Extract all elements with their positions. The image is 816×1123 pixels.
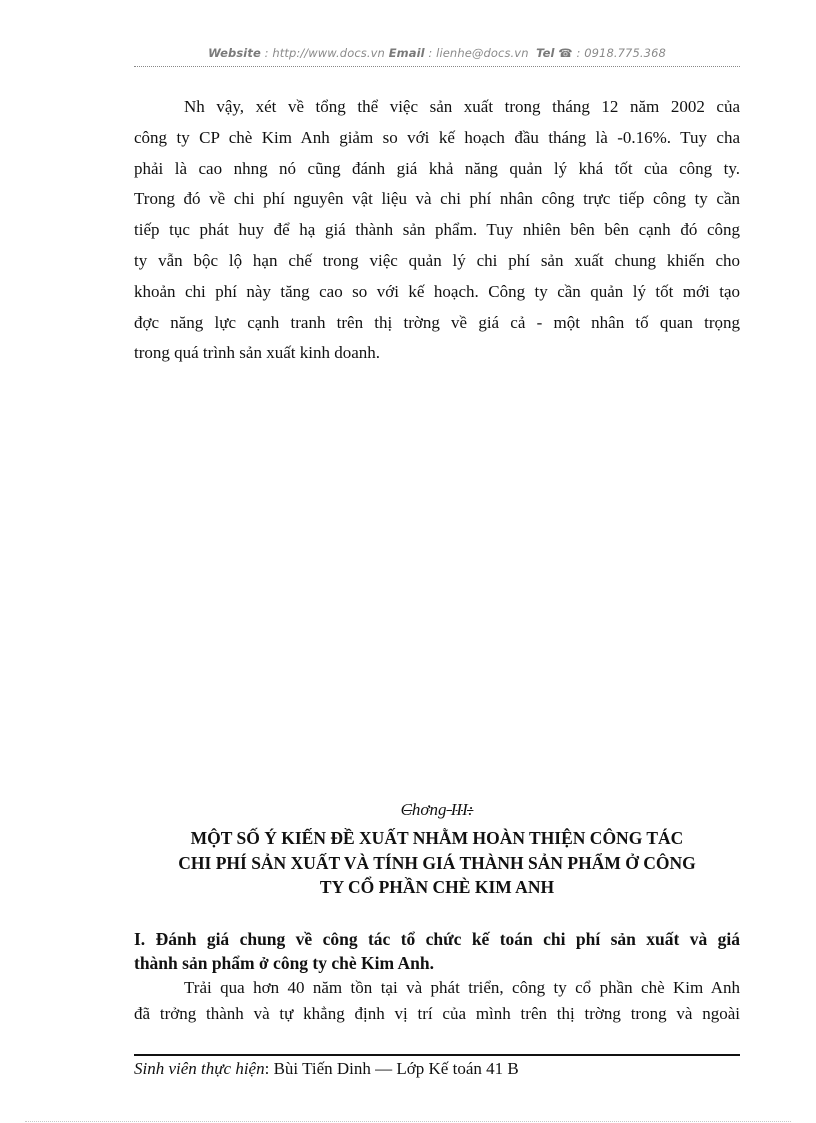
page-header xyxy=(134,46,740,66)
website-url: http://www.docs.vn xyxy=(272,46,385,60)
paragraph-line: phải là cao nhng nó cũng đánh giá khả năng quản lý khá tốt của công ty. xyxy=(134,158,740,178)
paragraph-line: Trong đó về chi phí nguyên vật liệu và chi phí nhân công trực tiếp công ty cần xyxy=(134,189,740,209)
student-label: Sinh viên thực hiện xyxy=(134,1059,265,1078)
email-label: Email xyxy=(388,46,425,60)
footer-dash: — xyxy=(370,1059,397,1078)
chapter-title xyxy=(134,826,740,900)
page-footer xyxy=(134,1058,519,1080)
footer-divider xyxy=(134,1054,740,1056)
class-info: Lớp Kế toán 41 B xyxy=(396,1059,519,1078)
section-heading xyxy=(134,927,740,975)
paragraph-line: đã trởng thành và tự khẳng định vị trí của mình trên thị trờng trong và ngoài xyxy=(134,1004,740,1023)
section-paragraph xyxy=(134,975,740,1027)
header-divider xyxy=(134,66,740,67)
paragraph-line: đợc năng lực cạnh tranh trên thị trờng về giá cả - một nhân tố quan trọng xyxy=(134,312,740,332)
website-separator: : xyxy=(260,46,273,60)
paragraph-line: Trải qua hơn 40 năm tồn tại và phát triển, công ty cổ phần chè Kim Anh xyxy=(184,978,740,997)
email-separator: : xyxy=(424,46,437,60)
footer-separator: : xyxy=(264,1059,274,1078)
chapter-number: Chơng III: xyxy=(400,800,474,819)
paragraph-line: công ty CP chè Kim Anh giảm so với kế hoạch đầu tháng là -0.16%. Tuy cha xyxy=(134,127,740,147)
chapter-label xyxy=(134,799,740,821)
tel-label: Tel xyxy=(536,46,555,60)
conclusion-paragraph xyxy=(134,92,740,369)
section-heading-line: I. Đánh giá chung về công tác tổ chức kế toán chi phí sản xuất và giá xyxy=(134,929,740,949)
chapter-title-line: TY CỔ PHẦN CHÈ KIM ANH xyxy=(319,877,555,897)
phone-icon: ☎ xyxy=(558,46,573,60)
student-name: Bùi Tiến Dinh xyxy=(273,1059,371,1078)
chapter-title-line: MỘT SỐ Ý KIẾN ĐỀ XUẤT NHẰM HOÀN THIỆN CÔNG TÁC xyxy=(190,828,684,848)
paragraph-line: tiếp tục phát huy để hạ giá thành sản phẩm. Tuy nhiên bên bên cạnh đó công xyxy=(134,220,740,240)
tel-value: 0918.775.368 xyxy=(584,46,666,60)
paragraph-line: trong quá trình sản xuất kinh doanh. xyxy=(134,343,380,363)
email-value: lienhe@docs.vn xyxy=(436,46,529,60)
tel-separator: : xyxy=(572,46,585,60)
paragraph-line: ty vẫn bộc lộ hạn chế trong việc quản lý chi phí sản xuất chung khiến cho xyxy=(134,250,740,270)
section-heading-line: thành sản phẩm ở công ty chè Kim Anh. xyxy=(134,953,434,973)
page-bottom-border xyxy=(25,1121,791,1122)
website-label: Website xyxy=(208,46,261,60)
paragraph-line: Nh vậy, xét về tổng thể việc sản xuất trong tháng 12 năm 2002 của xyxy=(184,97,740,116)
chapter-title-line: CHI PHÍ SẢN XUẤT VÀ TÍNH GIÁ THÀNH SẢN PHẨM Ở CÔNG xyxy=(178,852,696,873)
paragraph-line: khoản chi phí này tăng cao so với kế hoạch. Công ty cần quản lý tốt mới tạo xyxy=(134,281,740,301)
